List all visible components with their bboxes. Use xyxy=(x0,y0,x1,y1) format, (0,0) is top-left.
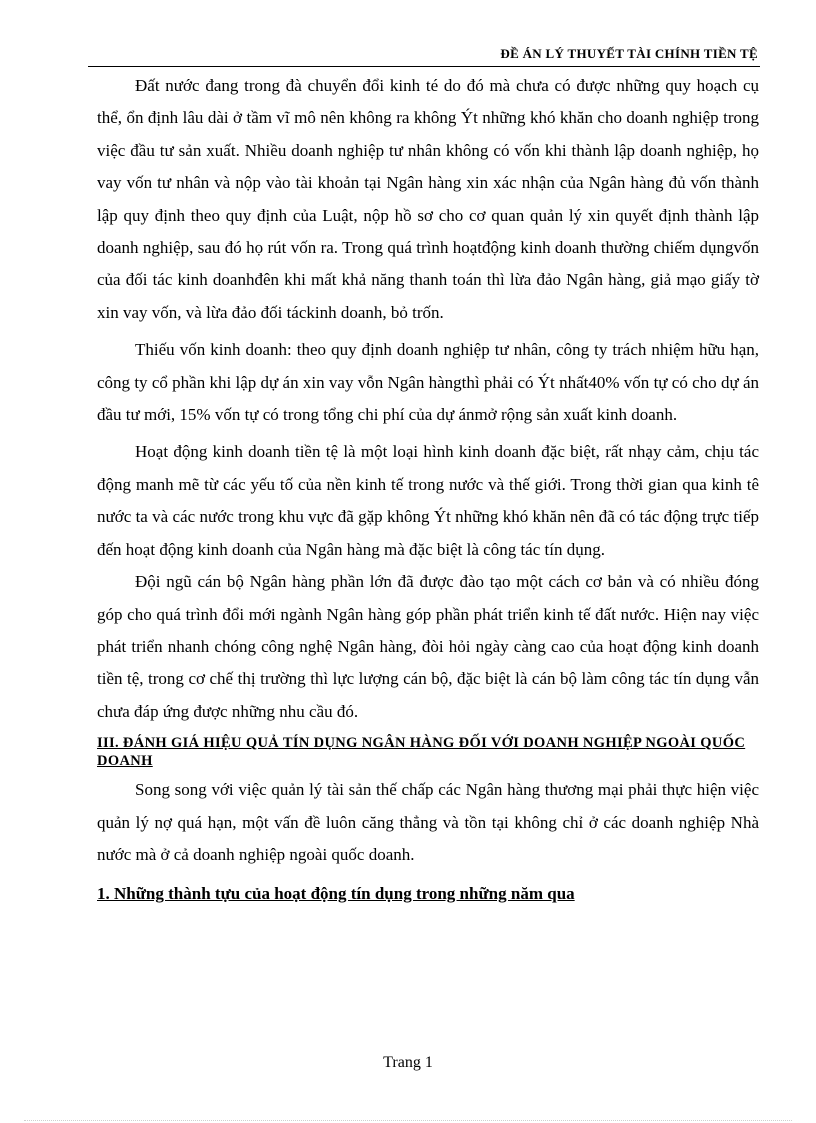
paragraph-1: Đất nước đang trong đà chuyển đổi kinh té do đó mà chưa có được những quy hoạch cụ thể, ổn định lâu dài ở tầm vĩ mô nên không ra không Ýt những khó khăn cho doanh nghiệp trong việc đầu tư sản xuất. Nhiều doanh nghiệp tư nhân không có vốn khi thành lập doanh nghiệp, họ vay vốn tư nhân và nộp vào tài khoản tại Ngân hàng xin xác nhận của Ngân hàng đủ vốn thành lập quy định theo quy định của Luật, nộp hồ sơ cho cơ quan quản lý xin quyết định thành lập doanh nghiệp, sau đó họ rút vốn ra. Trong quá trình hoạtđộng kinh doanh thường chiếm dụngvốn của đối tác kinh doanhđên khi mất khả năng thanh toán thì lừa đảo Ngân hàng, giả mạo giấy tờ xin vay vốn, và lừa đảo đối táckinh doanh, bỏ trốn. xyxy=(97,76,759,322)
section-paragraph: Song song với việc quản lý tài sản thế chấp các Ngân hàng thương mại phải thực hiện việc quản lý nợ quá hạn, một vấn đề luôn căng thẳng và tồn tại không chỉ ở các doanh nghiệp Nhà nước mà ở cả doanh nghiệp ngoài quốc doanh. xyxy=(97,780,759,864)
page-bottom-divider xyxy=(24,1120,792,1121)
page-number: Trang 1 xyxy=(383,1054,433,1071)
page-header xyxy=(88,40,760,67)
header-title: ĐỀ ÁN LÝ THUYẾT TÀI CHÍNH TIỀN TỆ xyxy=(500,46,758,61)
paragraph-3: Hoạt động kinh doanh tiền tệ là một loại hình kinh doanh đặc biệt, rất nhạy cảm, chịu tác động manh mẽ từ các yếu tố của nền kinh tế trong nước và thế giới. Trong thời gian qua kinh tê nước ta và các nước trong khu vực đã gặp không Ýt những khó khăn nên đã có tác động trực tiếp đến hoạt động kinh doanh của Ngân hàng mà đặc biệt là công tác tín dụng. xyxy=(97,442,759,559)
subsection-heading: 1. Những thành tựu của hoạt động tín dụng trong những năm qua xyxy=(97,884,575,904)
section-heading: III. ĐÁNH GIÁ HIỆU QUẢ TÍN DỤNG NGÂN HÀNG ĐỐI VỚI DOANH NGHIỆP NGOÀI QUỐC DOANH xyxy=(97,735,746,770)
paragraph-2: Thiếu vốn kinh doanh: theo quy định doanh nghiệp tư nhân, công ty trách nhiệm hữu hạn, công ty cổ phần khi lập dự án xin vay vỗn Ngân hàngthì phải có Ýt nhất40% vốn tự có cho dự án đầu tư mới, 15% vốn tự có trong tổng chi phí của dự ánmở rộng sản xuất kinh doanh. xyxy=(97,340,759,425)
document-body xyxy=(97,70,759,905)
paragraph-4: Đội ngũ cán bộ Ngân hàng phần lớn đã được đào tạo một cách cơ bản và có nhiều đóng góp cho quá trình đổi mới ngành Ngân hàng góp phần phát triển kinh tế đất nước. Hiện nay việc phát triển nhanh chóng công nghệ Ngân hàng, đòi hỏi ngày càng cao của hoạt động kinh doanh tiền tệ, trong cơ chế thị trường thì lực lượng cán bộ, đặc biệt là cán bộ làm công tác tín dụng vẫn chưa đáp ứng được những nhu cầu đó. xyxy=(97,572,759,721)
